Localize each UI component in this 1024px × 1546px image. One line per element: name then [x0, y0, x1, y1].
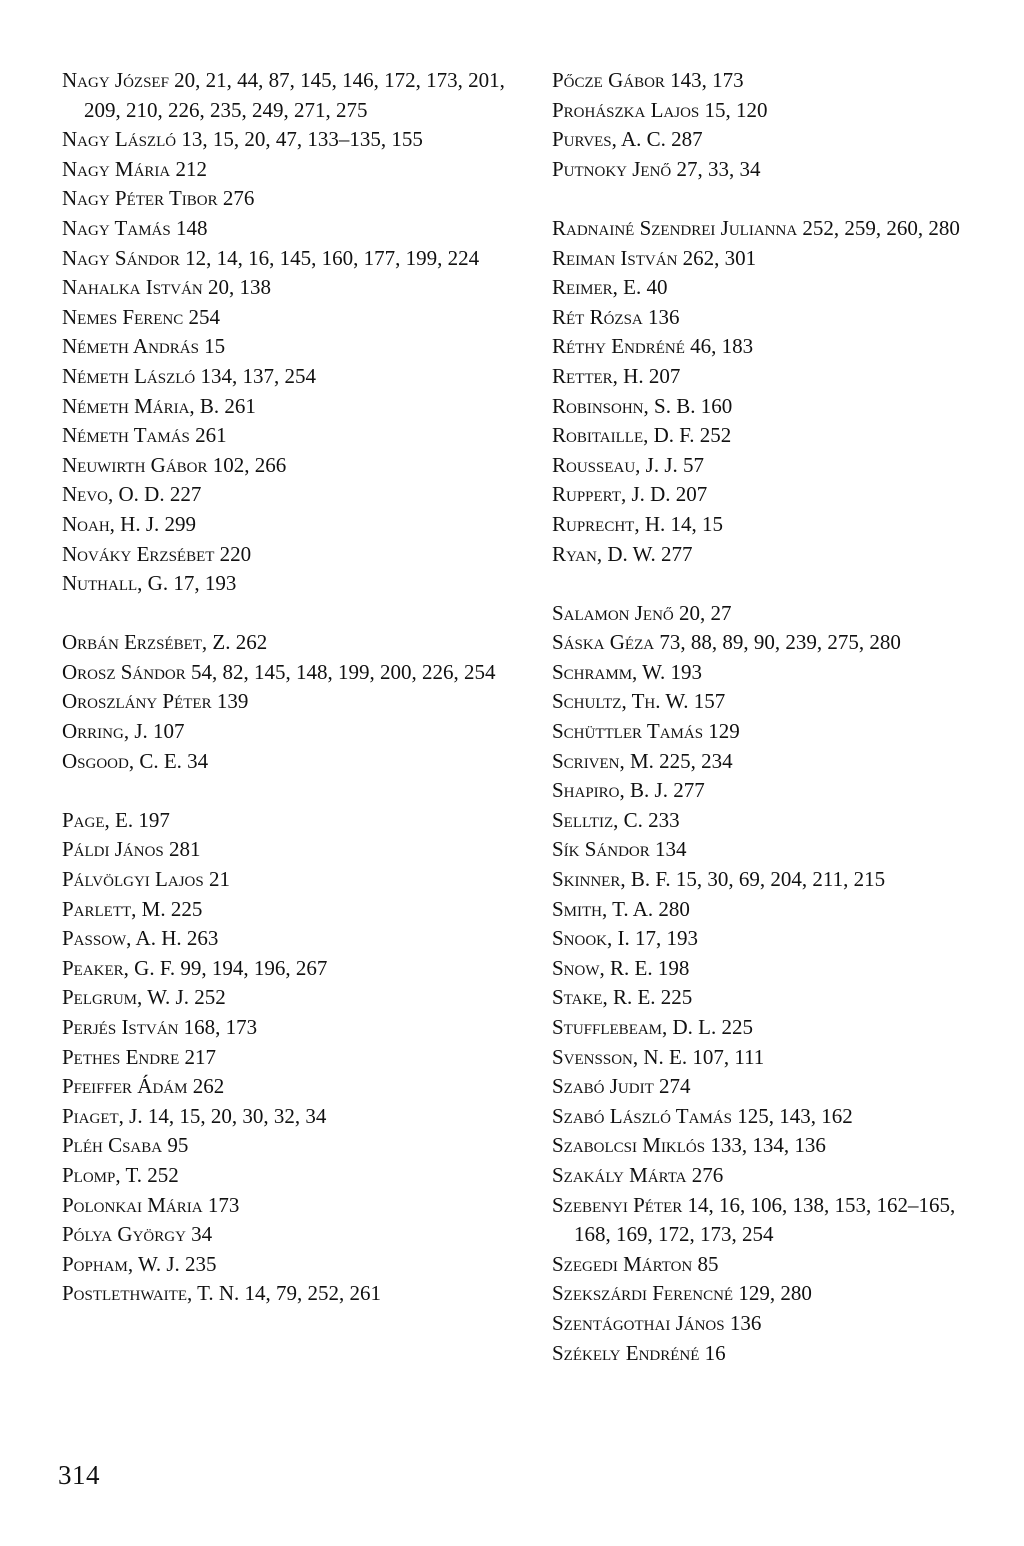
index-entry: Shapiro, B. J. 277 — [552, 778, 705, 803]
index-entry: Putnoky Jenő 27, 33, 34 — [552, 156, 761, 181]
index-entry: Skinner, B. F. 15, 30, 69, 204, 211, 215 — [552, 867, 886, 892]
index-entry: Reiman István 262, 301 — [552, 245, 757, 270]
index-entry: Nagy László 13, 15, 20, 47, 133–135, 155 — [62, 127, 423, 152]
index-entry: Szabó László Tamás 125, 143, 162 — [552, 1103, 853, 1128]
index-entry: Pőcze Gábor 143, 173 — [552, 68, 744, 92]
index-entry: Székely Endréné 16 — [552, 1340, 726, 1365]
index-entry: Pelgrum, W. J. 252 — [62, 985, 226, 1010]
index-entry: Scriven, M. 225, 234 — [552, 748, 733, 773]
index-entry: Szegedi Márton 85 — [552, 1251, 719, 1276]
index-entry: Nagy József 20, 21, 44, 87, 145, 146, 172, 173, 201, 209, 210, 226, 235, 249, 271, 275 — [62, 68, 505, 122]
index-entry: Ruprecht, H. 14, 15 — [552, 511, 724, 536]
index-entry: Németh László 134, 137, 254 — [62, 363, 316, 388]
section-gap — [552, 184, 992, 214]
index-entry: Nagy Tamás 148 — [62, 215, 208, 240]
index-entry: Pléh Csaba 95 — [62, 1133, 189, 1158]
index-entry: Réthy Endréné 46, 183 — [552, 334, 754, 359]
index-entry: Pfeiffer Ádám 262 — [62, 1074, 225, 1099]
index-entry: Németh András 15 — [62, 334, 226, 359]
index-entry: Rousseau, J. J. 57 — [552, 452, 705, 477]
index-entry: Szentágothai János 136 — [552, 1310, 762, 1335]
index-entry: Smith, T. A. 280 — [552, 896, 690, 921]
index-entry: Orbán Erzsébet, Z. 262 — [62, 630, 268, 655]
index-entry: Pálvölgyi Lajos 21 — [62, 867, 230, 892]
index-entry: Nagy Péter Tibor 276 — [62, 186, 255, 211]
index-entry: Piaget, J. 14, 15, 20, 30, 32, 34 — [62, 1103, 327, 1128]
index-entry: Stake, R. E. 225 — [552, 985, 693, 1010]
index-entry: Popham, W. J. 235 — [62, 1251, 217, 1276]
index-entry: Nevo, O. D. 227 — [62, 482, 202, 507]
index-entry: Németh Mária, B. 261 — [62, 393, 256, 418]
index-column-right — [552, 66, 992, 1368]
index-entry: Szabó Judit 274 — [552, 1074, 691, 1099]
index-entry: Schultz, Th. W. 157 — [552, 689, 726, 714]
index-entry: Salamon Jenő 20, 27 — [552, 600, 732, 625]
index-entry: Pólya György 34 — [62, 1222, 213, 1247]
index-entry: Selltiz, C. 233 — [552, 807, 680, 832]
index-entry: Ryan, D. W. 277 — [552, 541, 693, 566]
index-entry: Retter, H. 207 — [552, 363, 681, 388]
index-entry: Page, E. 197 — [62, 807, 170, 832]
index-entry: Radnainé Szendrei Julianna 252, 259, 260, 280 — [552, 215, 960, 240]
index-entry: Polonkai Mária 173 — [62, 1192, 240, 1217]
index-entry: Orring, J. 107 — [62, 719, 185, 744]
index-entry: Osgood, C. E. 34 — [62, 748, 209, 773]
index-entry: Noah, H. J. 299 — [62, 511, 197, 536]
index-entry: Szekszárdi Ferencné 129, 280 — [552, 1281, 812, 1306]
index-entry: Postlethwaite, T. N. 14, 79, 252, 261 — [62, 1281, 382, 1306]
index-entry: Robinsohn, S. B. 160 — [552, 393, 733, 418]
index-entry: Purves, A. C. 287 — [552, 127, 703, 152]
index-entry: Páldi János 281 — [62, 837, 201, 862]
index-entry: Németh Tamás 261 — [62, 423, 227, 448]
index-entry: Rét Rózsa 136 — [552, 304, 680, 329]
section-gap — [62, 599, 532, 629]
page-number: 314 — [58, 1460, 100, 1490]
index-entry: Snook, I. 17, 193 — [552, 926, 699, 951]
index-entry: Reimer, E. 40 — [552, 275, 668, 300]
index-entry: Pethes Endre 217 — [62, 1044, 217, 1069]
index-entry: Schüttler Tamás 129 — [552, 719, 740, 744]
index-entry: Orosz Sándor 54, 82, 145, 148, 199, 200, 226, 254 — [62, 659, 496, 684]
index-entry: Parlett, M. 225 — [62, 896, 203, 921]
index-entry: Nagy Mária 212 — [62, 156, 208, 181]
index-entry: Stufflebeam, D. L. 225 — [552, 1015, 754, 1039]
index-entry: Prohászka Lajos 15, 120 — [552, 97, 768, 122]
index-entry: Sáska Géza 73, 88, 89, 90, 239, 275, 280 — [552, 630, 901, 655]
index-entry: Ruppert, J. D. 207 — [552, 482, 708, 507]
index-entry: Szebenyi Péter 14, 16, 106, 138, 153, 162–165, 168, 169, 172, 173, 254 — [552, 1192, 956, 1247]
index-entry: Nuthall, G. 17, 193 — [62, 571, 237, 596]
index-entry: Oroszlány Péter 139 — [62, 689, 249, 714]
index-entry: Robitaille, D. F. 252 — [552, 423, 732, 448]
index-entry: Sík Sándor 134 — [552, 837, 687, 862]
index-entry: Perjés István 168, 173 — [62, 1015, 258, 1039]
index-entry: Nagy Sándor 12, 14, 16, 145, 160, 177, 199, 224 — [62, 245, 480, 270]
index-entry: Nahalka István 20, 138 — [62, 275, 271, 300]
index-entry: Nováky Erzsébet 220 — [62, 541, 252, 566]
section-gap — [552, 569, 992, 599]
index-entry: Szakály Márta 276 — [552, 1162, 724, 1187]
index-column-left — [62, 66, 532, 1309]
section-gap — [62, 776, 532, 806]
index-entry: Svensson, N. E. 107, 111 — [552, 1044, 765, 1069]
index-entry: Snow, R. E. 198 — [552, 955, 690, 980]
index-entry: Plomp, T. 252 — [62, 1162, 179, 1187]
index-entry: Nemes Ferenc 254 — [62, 304, 221, 329]
index-entry: Szabolcsi Miklós 133, 134, 136 — [552, 1133, 826, 1158]
index-entry: Schramm, W. 193 — [552, 659, 703, 684]
index-entry: Neuwirth Gábor 102, 266 — [62, 452, 287, 477]
index-entry: Peaker, G. F. 99, 194, 196, 267 — [62, 955, 328, 980]
index-entry: Passow, A. H. 263 — [62, 926, 219, 951]
